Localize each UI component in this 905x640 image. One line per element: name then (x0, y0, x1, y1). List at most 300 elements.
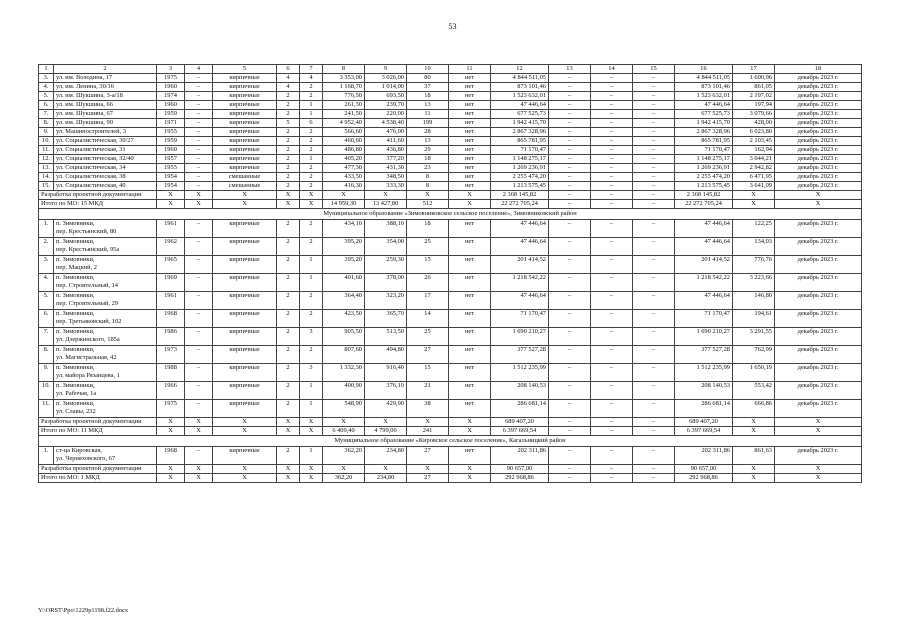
table-cell: – (591, 128, 633, 137)
table-cell: 428,00 (733, 119, 775, 128)
summary-cell: 6 397 669,54 (675, 427, 733, 436)
table-cell: 1960 (157, 146, 185, 155)
building-row (39, 92, 862, 101)
summary-cell: 6 397 669,54 (491, 427, 549, 436)
table-cell: – (549, 447, 591, 465)
table-cell: 1968 (157, 447, 185, 465)
table-cell: декабрь 2023 г. (775, 346, 862, 364)
table-cell: 194,61 (733, 310, 775, 328)
summary-cell: – (633, 191, 675, 200)
table-cell: 2 (277, 256, 300, 274)
table-cell: 47 446,64 (491, 220, 549, 238)
table-cell: 3 291,55 (733, 328, 775, 346)
table-cell: 1 600,96 (733, 74, 775, 83)
table-cell: – (591, 274, 633, 292)
table-cell: 7. (39, 328, 54, 346)
address-line: п. Зимовники, (56, 364, 95, 371)
table-cell: 15. (39, 182, 54, 191)
address-cell: ул. им. Володина, 17 (54, 74, 157, 83)
table-cell: смешанные (213, 173, 277, 182)
table-cell: 905,50 (323, 328, 365, 346)
summary-cell: X (213, 418, 277, 427)
table-cell: – (591, 364, 633, 382)
summary-cell: X (775, 191, 862, 200)
summary-cell: X (775, 427, 862, 436)
table-cell: – (549, 137, 591, 146)
building-row (39, 274, 862, 292)
table-cell: 362,20 (323, 447, 365, 465)
table-cell: 38 (407, 400, 449, 418)
table-cell: 566,60 (323, 128, 365, 137)
table-cell: 400,90 (323, 382, 365, 400)
table-cell: 15 (407, 256, 449, 274)
table-cell: нет (449, 92, 491, 101)
summary-cell: – (549, 474, 591, 483)
table-cell: – (185, 220, 213, 238)
table-cell: 11. (39, 400, 54, 418)
table-cell: 11 (407, 110, 449, 119)
building-row (39, 110, 862, 119)
table-cell: 4 (277, 74, 300, 83)
table-cell: кирпичные (213, 274, 277, 292)
table-cell: кирпичные (213, 328, 277, 346)
table-cell: 1959 (157, 137, 185, 146)
address-cell (54, 274, 157, 292)
table-cell: декабрь 2023 г. (775, 447, 862, 465)
table-cell: – (549, 110, 591, 119)
table-cell: 13 (407, 101, 449, 110)
summary-cell: X (733, 418, 775, 427)
table-cell: декабрь 2023 г. (775, 364, 862, 382)
table-cell: 6. (39, 310, 54, 328)
table-cell: нет (449, 74, 491, 83)
summary-cell: X (300, 418, 323, 427)
table-cell: 1 (300, 400, 323, 418)
table-cell: – (549, 101, 591, 110)
table-cell: – (591, 74, 633, 83)
table-cell: – (549, 310, 591, 328)
table-cell: – (549, 256, 591, 274)
table-cell: 1971 (157, 119, 185, 128)
summary-cell: X (775, 200, 862, 209)
table-cell: 1960 (157, 83, 185, 92)
table-cell: 5. (39, 92, 54, 101)
address-line: пер. Мацкий, 2 (56, 263, 97, 271)
table-cell: – (591, 137, 633, 146)
address-cell: ул. им. Шукшина, 67 (54, 110, 157, 119)
table-cell: – (185, 274, 213, 292)
table-cell: 1 269 236,91 (491, 164, 549, 173)
table-cell: 239,70 (365, 101, 407, 110)
summary-cell: – (633, 418, 675, 427)
table-cell: декабрь 2023 г. (775, 173, 862, 182)
table-cell: 1 218 542,22 (491, 274, 549, 292)
table-cell: 377 527,28 (675, 346, 733, 364)
table-cell: 1 (300, 256, 323, 274)
address-cell (54, 400, 157, 418)
table-cell: 286 681,14 (675, 400, 733, 418)
address-cell (54, 256, 157, 274)
table-cell: – (185, 74, 213, 83)
table-cell: 2 197,02 (733, 92, 775, 101)
table-cell: декабрь 2023 г. (775, 328, 862, 346)
table-cell: 431,30 (365, 164, 407, 173)
table-cell: 5. (39, 292, 54, 310)
design-docs-row (39, 418, 862, 427)
table-cell: декабрь 2023 г. (775, 164, 862, 173)
table-cell: – (633, 155, 675, 164)
table-cell: – (633, 364, 675, 382)
table-cell: 1 213 575,45 (675, 182, 733, 191)
summary-cell: X (277, 418, 300, 427)
table-cell: 376,10 (365, 382, 407, 400)
table-cell: – (633, 310, 675, 328)
table-cell: – (591, 447, 633, 465)
table-cell: 8 (407, 173, 449, 182)
summary-cell: – (591, 418, 633, 427)
table-cell: 17 (407, 292, 449, 310)
table-cell: кирпичные (213, 400, 277, 418)
table-cell: 47 446,64 (675, 292, 733, 310)
column-number-cell: 13 (549, 65, 591, 74)
table-cell: 2 (277, 382, 300, 400)
table-cell: 861,05 (733, 83, 775, 92)
table-cell: 208 140,53 (675, 382, 733, 400)
address-line: ст-ца Кировская, (56, 447, 102, 454)
summary-cell: 22 272 705,24 (675, 200, 733, 209)
table-cell: – (591, 155, 633, 164)
table-cell: – (549, 92, 591, 101)
table-cell: – (185, 400, 213, 418)
table-cell: 2 867 328,96 (675, 128, 733, 137)
summary-cell: 6 409,40 (323, 427, 365, 436)
summary-cell: X (449, 191, 491, 200)
table-cell: 677 525,73 (675, 110, 733, 119)
municipality-heading: Муниципальное образование «Кировское сельское поселение», Кагальницкий район (39, 436, 862, 447)
table-cell: 3 223,66 (733, 274, 775, 292)
summary-cell: – (633, 465, 675, 474)
total-row (39, 427, 862, 436)
building-row (39, 328, 862, 346)
table-cell: 1 (300, 447, 323, 465)
table-cell: – (633, 382, 675, 400)
table-cell: нет (449, 220, 491, 238)
table-cell: 261,30 (323, 101, 365, 110)
summary-label: Разработка проектной документации (39, 465, 157, 474)
table-cell: 14. (39, 173, 54, 182)
table-cell: – (185, 128, 213, 137)
table-cell: 21 (407, 382, 449, 400)
table-cell: декабрь 2023 г. (775, 146, 862, 155)
column-number-cell: 1 (39, 65, 54, 74)
table-cell: 1966 (157, 382, 185, 400)
address-line: пер. Строительный, 29 (56, 299, 118, 307)
table-cell: 693,50 (365, 92, 407, 101)
building-row (39, 238, 862, 256)
address-cell (54, 310, 157, 328)
table-cell: – (185, 146, 213, 155)
table-cell: 2 (277, 182, 300, 191)
table-cell: – (633, 292, 675, 310)
address-line: п. Зимовники, (56, 382, 95, 389)
table-cell: 666,86 (733, 400, 775, 418)
table-cell: нет (449, 328, 491, 346)
table-cell: 8. (39, 119, 54, 128)
table-cell: 286 681,14 (491, 400, 549, 418)
building-row (39, 137, 862, 146)
table-cell: нет (449, 346, 491, 364)
table-cell: 15 (407, 364, 449, 382)
column-number-cell: 15 (633, 65, 675, 74)
table-cell: 1 (300, 382, 323, 400)
table-cell: 2 (300, 128, 323, 137)
table-cell: 199 (407, 119, 449, 128)
summary-cell: X (157, 474, 185, 483)
address-cell: ул. Социалистическая, 34 (54, 164, 157, 173)
table-cell: 1 523 632,01 (675, 92, 733, 101)
table-cell: декабрь 2023 г. (775, 274, 862, 292)
table-cell: 3 641,09 (733, 182, 775, 191)
table-cell: 2 (277, 238, 300, 256)
summary-cell: – (549, 465, 591, 474)
table-cell: 18 (407, 92, 449, 101)
table-cell: кирпичные (213, 364, 277, 382)
column-number-cell: 2 (54, 65, 157, 74)
address-line: пер. Крестьянский, 80 (56, 227, 117, 235)
table-cell: – (633, 128, 675, 137)
table-cell: 1961 (157, 292, 185, 310)
table-cell: 3 026,00 (365, 74, 407, 83)
table-cell: 23 (407, 164, 449, 173)
address-line: ул. Рабочая, 1а (56, 389, 97, 397)
summary-cell: X (449, 474, 491, 483)
table-cell: – (633, 173, 675, 182)
summary-cell: X (733, 200, 775, 209)
table-cell: нет (449, 119, 491, 128)
table-cell: – (591, 92, 633, 101)
table-cell: – (591, 256, 633, 274)
address-line: ул. Славы, 232 (56, 407, 96, 415)
table-cell: – (633, 137, 675, 146)
table-cell: – (185, 256, 213, 274)
summary-cell: X (365, 191, 407, 200)
summary-cell: X (733, 427, 775, 436)
address-line: п. Зимовники, (56, 328, 95, 335)
table-cell: нет (449, 83, 491, 92)
summary-cell: – (633, 474, 675, 483)
table-cell: 8 (407, 182, 449, 191)
summary-cell: X (185, 427, 213, 436)
table-cell: 241,50 (323, 110, 365, 119)
table-cell: 2 (300, 310, 323, 328)
summary-cell: X (449, 465, 491, 474)
table-cell: нет (449, 400, 491, 418)
table-cell: – (549, 346, 591, 364)
summary-cell: X (300, 200, 323, 209)
address-line: пер. Строительный, 14 (56, 281, 118, 289)
table-cell: 548,90 (323, 400, 365, 418)
summary-cell: X (277, 465, 300, 474)
table-cell: 2 (277, 274, 300, 292)
table-cell: нет (449, 128, 491, 137)
address-cell: ул. Машиностроителей, 3 (54, 128, 157, 137)
address-line: п. Зимовники, (56, 220, 95, 227)
table-cell: 1961 (157, 220, 185, 238)
table-cell: 2 (277, 220, 300, 238)
table-cell: 3 (300, 364, 323, 382)
table-cell: 2 (277, 364, 300, 382)
table-cell: 71 170,47 (675, 310, 733, 328)
table-cell: 6 023,80 (733, 128, 775, 137)
table-cell: 5 (277, 119, 300, 128)
table-cell: – (633, 238, 675, 256)
address-line: п. Зимовники, (56, 274, 95, 281)
table-cell: 2 (277, 400, 300, 418)
page-number: 53 (448, 22, 457, 31)
table-cell: 348,50 (365, 173, 407, 182)
table-cell: кирпичные (213, 220, 277, 238)
table-cell: 2 867 328,96 (491, 128, 549, 137)
table-cell: 201 414,52 (491, 256, 549, 274)
table-cell: – (591, 110, 633, 119)
table-cell: нет (449, 310, 491, 328)
table-cell: нет (449, 256, 491, 274)
table-cell: 8. (39, 346, 54, 364)
table-cell: – (633, 328, 675, 346)
address-line: пер. Крестьянский, 95а (56, 245, 120, 253)
address-line: пер. Третьяковский, 102 (56, 317, 122, 325)
table-cell: декабрь 2023 г. (775, 92, 862, 101)
table-cell: 25 (407, 328, 449, 346)
table-cell: – (591, 83, 633, 92)
table-cell: 2 (277, 101, 300, 110)
table-cell: 916,40 (365, 364, 407, 382)
table-cell: 1 168,70 (323, 83, 365, 92)
table-cell: кирпичные (213, 83, 277, 92)
table-cell: 411,60 (365, 137, 407, 146)
table-cell: – (591, 238, 633, 256)
table-cell: кирпичные (213, 292, 277, 310)
table-cell: 865 781,95 (491, 137, 549, 146)
table-cell: 80 (407, 74, 449, 83)
table-cell: – (185, 346, 213, 364)
table-cell: 1 148 275,17 (675, 155, 733, 164)
table-cell: 377,20 (365, 155, 407, 164)
summary-cell: X (277, 427, 300, 436)
table-cell: декабрь 2023 г. (775, 382, 862, 400)
table-cell: 807,60 (323, 346, 365, 364)
table-cell: 37 (407, 83, 449, 92)
table-cell: 1954 (157, 182, 185, 191)
summary-cell: X (213, 200, 277, 209)
table-cell: 2 (300, 164, 323, 173)
table-cell: нет (449, 155, 491, 164)
table-cell: 1. (39, 220, 54, 238)
table-cell: 6 471,95 (733, 173, 775, 182)
table-cell: 2 (277, 310, 300, 328)
table-cell: 29 (407, 146, 449, 155)
table-cell: декабрь 2023 г. (775, 101, 862, 110)
table-cell: 395,20 (323, 238, 365, 256)
table-cell: – (633, 92, 675, 101)
table-cell: – (549, 74, 591, 83)
table-cell: 1960 (157, 101, 185, 110)
column-number-cell: 17 (733, 65, 775, 74)
summary-cell: X (323, 418, 365, 427)
table-cell: кирпичные (213, 101, 277, 110)
municipality-heading-row (39, 209, 862, 220)
table-cell: 2 (277, 164, 300, 173)
summary-cell: 90 657,00 (491, 465, 549, 474)
building-row (39, 101, 862, 110)
table-cell: 197,94 (733, 101, 775, 110)
table-cell: 27 (407, 447, 449, 465)
column-number-cell: 12 (491, 65, 549, 74)
table-cell: 553,42 (733, 382, 775, 400)
address-line: п. Зимовники, (56, 238, 95, 245)
table-cell: – (633, 346, 675, 364)
summary-cell: X (277, 191, 300, 200)
table-cell: 1 (300, 110, 323, 119)
table-cell: – (185, 173, 213, 182)
table-cell: кирпичные (213, 137, 277, 146)
table-cell: декабрь 2023 г. (775, 182, 862, 191)
summary-cell: X (365, 418, 407, 427)
address-line: ул. майора Рязанцева, 1 (56, 371, 120, 379)
table-cell: 2 (300, 83, 323, 92)
table-cell: нет (449, 292, 491, 310)
table-cell: 401,60 (323, 274, 365, 292)
table-cell: 2 (277, 155, 300, 164)
table-cell: 1 942 415,70 (491, 119, 549, 128)
summary-cell: X (323, 191, 365, 200)
table-cell: 202 311,86 (675, 447, 733, 465)
summary-cell: 27 (407, 474, 449, 483)
table-cell: 18 (407, 220, 449, 238)
table-cell: – (633, 400, 675, 418)
building-row (39, 182, 862, 191)
table-cell: 677 525,73 (491, 110, 549, 119)
summary-cell: X (775, 465, 862, 474)
table-cell: 4 844 511,05 (675, 74, 733, 83)
table-cell: 2 (277, 328, 300, 346)
building-row (39, 256, 862, 274)
table-cell: 9. (39, 364, 54, 382)
summary-cell: 362,20 (323, 474, 365, 483)
table-cell: 1 014,00 (365, 83, 407, 92)
table-cell: 6 (300, 119, 323, 128)
table-cell: 14 (407, 310, 449, 328)
table-cell: 513,50 (365, 328, 407, 346)
address-cell: ул. им. Шукшина, 90 (54, 119, 157, 128)
address-cell: ул. им. Ленина, 30/16 (54, 83, 157, 92)
table-cell: кирпичные (213, 310, 277, 328)
address-cell: ул. Социалистическая, 40 (54, 182, 157, 191)
table-cell: 47 446,64 (675, 238, 733, 256)
table-cell: 378,00 (365, 274, 407, 292)
summary-cell: X (157, 191, 185, 200)
table-cell: 476,00 (365, 128, 407, 137)
table-cell: смешанные (213, 182, 277, 191)
table-cell: 2 (300, 346, 323, 364)
table-cell: – (633, 101, 675, 110)
table-cell: – (591, 173, 633, 182)
table-cell: 2 (300, 292, 323, 310)
table-cell: 2 (300, 220, 323, 238)
building-row (39, 146, 862, 155)
table-cell: 1 650,19 (733, 364, 775, 382)
summary-cell: X (733, 474, 775, 483)
